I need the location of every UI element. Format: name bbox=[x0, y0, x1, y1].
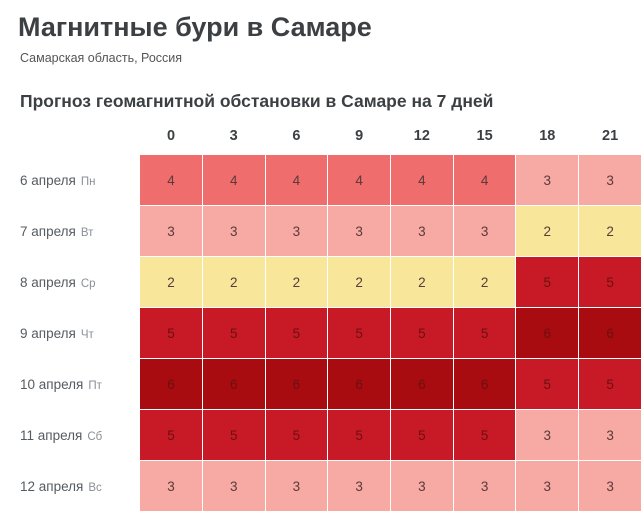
table-row bbox=[0, 461, 642, 512]
heatmap-cell: 5 bbox=[140, 308, 203, 359]
heatmap-cell: 3 bbox=[140, 206, 203, 257]
row-header-day bbox=[0, 257, 140, 308]
heatmap-cell: 3 bbox=[516, 461, 579, 512]
heatmap-cell: 3 bbox=[328, 461, 391, 512]
heatmap-cell: 5 bbox=[453, 410, 516, 461]
heatmap-cell: 6 bbox=[391, 359, 454, 410]
day-weekday: Сб bbox=[87, 430, 103, 443]
heatmap-cell: 4 bbox=[328, 155, 391, 206]
heatmap-cell: 4 bbox=[202, 155, 265, 206]
heatmap-cell: 4 bbox=[265, 155, 328, 206]
heatmap-cell: 5 bbox=[328, 308, 391, 359]
heatmap-cell: 5 bbox=[202, 410, 265, 461]
heatmap-cell: 3 bbox=[328, 206, 391, 257]
column-header-hour: 21 bbox=[579, 126, 642, 155]
day-date: 10 апреля bbox=[20, 376, 84, 392]
heatmap-cell: 3 bbox=[265, 206, 328, 257]
heatmap-cell: 5 bbox=[516, 359, 579, 410]
header-row bbox=[0, 126, 642, 155]
heatmap-cell: 5 bbox=[579, 359, 642, 410]
day-date: 12 апреля bbox=[20, 478, 84, 494]
row-header-day bbox=[0, 359, 140, 410]
column-header-hour: 0 bbox=[140, 126, 203, 155]
column-header-hour: 18 bbox=[516, 126, 579, 155]
column-header-hour: 3 bbox=[202, 126, 265, 155]
heatmap-cell: 2 bbox=[516, 206, 579, 257]
day-date: 6 апреля bbox=[20, 172, 76, 188]
day-weekday: Ср bbox=[80, 277, 96, 290]
heatmap-cell: 3 bbox=[202, 461, 265, 512]
day-date: 7 апреля bbox=[20, 223, 76, 239]
table-row bbox=[0, 155, 642, 206]
heatmap-cell: 3 bbox=[579, 461, 642, 512]
heatmap-cell: 6 bbox=[202, 359, 265, 410]
table-row bbox=[0, 206, 642, 257]
column-header-hour: 6 bbox=[265, 126, 328, 155]
table-row bbox=[0, 359, 642, 410]
heatmap-cell: 2 bbox=[453, 257, 516, 308]
heatmap-cell: 2 bbox=[265, 257, 328, 308]
heatmap-cell: 4 bbox=[453, 155, 516, 206]
heatmap-cell: 3 bbox=[265, 461, 328, 512]
day-date: 8 апреля bbox=[20, 274, 76, 290]
heatmap-cell: 4 bbox=[391, 155, 454, 206]
heatmap-cell: 5 bbox=[453, 308, 516, 359]
heatmap-cell: 3 bbox=[391, 461, 454, 512]
page-subtitle: Самарская область, Россия bbox=[20, 51, 183, 65]
heatmap-cell: 2 bbox=[202, 257, 265, 308]
day-weekday: Вс bbox=[88, 481, 102, 494]
heatmap-cell: 6 bbox=[516, 308, 579, 359]
column-header-hour: 9 bbox=[328, 126, 391, 155]
day-weekday: Вт bbox=[80, 226, 94, 239]
day-weekday: Чт bbox=[80, 328, 94, 341]
heatmap-cell: 3 bbox=[579, 410, 642, 461]
column-header-hour: 15 bbox=[453, 126, 516, 155]
heatmap-cell: 2 bbox=[579, 206, 642, 257]
heatmap-cell: 3 bbox=[391, 206, 454, 257]
heatmap-cell: 3 bbox=[202, 206, 265, 257]
heatmap-cell: 3 bbox=[453, 461, 516, 512]
heatmap-cell: 4 bbox=[140, 155, 203, 206]
day-weekday: Пн bbox=[80, 175, 96, 188]
row-header-day bbox=[0, 410, 140, 461]
day-date: 9 апреля bbox=[20, 325, 76, 341]
corner-cell bbox=[0, 126, 140, 155]
heatmap-cell: 3 bbox=[453, 206, 516, 257]
table-row bbox=[0, 410, 642, 461]
heatmap-cell: 5 bbox=[516, 257, 579, 308]
heatmap-cell: 6 bbox=[328, 359, 391, 410]
heatmap-cell: 5 bbox=[140, 410, 203, 461]
geomagnetic-heatmap-table bbox=[0, 126, 642, 512]
table-body bbox=[0, 155, 642, 512]
heatmap-cell: 5 bbox=[265, 410, 328, 461]
column-header-hour: 12 bbox=[391, 126, 454, 155]
table-head bbox=[0, 126, 642, 155]
row-header-day bbox=[0, 461, 140, 512]
heatmap-cell: 3 bbox=[140, 461, 203, 512]
heatmap-cell: 6 bbox=[579, 308, 642, 359]
heatmap-cell: 5 bbox=[391, 308, 454, 359]
heatmap-cell: 2 bbox=[328, 257, 391, 308]
day-weekday: Пт bbox=[88, 379, 102, 392]
row-header-day bbox=[0, 206, 140, 257]
heatmap-cell: 6 bbox=[265, 359, 328, 410]
heatmap-cell: 6 bbox=[453, 359, 516, 410]
row-header-day bbox=[0, 155, 140, 206]
heatmap-cell: 3 bbox=[516, 155, 579, 206]
heatmap-cell: 3 bbox=[516, 410, 579, 461]
heatmap-cell: 5 bbox=[265, 308, 328, 359]
heatmap-cell: 5 bbox=[391, 410, 454, 461]
heatmap-cell: 5 bbox=[328, 410, 391, 461]
heatmap-cell: 5 bbox=[579, 257, 642, 308]
forecast-section-title: Прогноз геомагнитной обстановки в Самаре на 7 дней bbox=[20, 91, 494, 111]
table-row bbox=[0, 308, 642, 359]
day-date: 11 апреля bbox=[20, 427, 83, 443]
heatmap-cell: 2 bbox=[140, 257, 203, 308]
table-row bbox=[0, 257, 642, 308]
heatmap-cell: 5 bbox=[202, 308, 265, 359]
row-header-day bbox=[0, 308, 140, 359]
heatmap-cell: 2 bbox=[391, 257, 454, 308]
page-title: Магнитные бури в Самаре bbox=[18, 12, 372, 42]
heatmap-cell: 6 bbox=[140, 359, 203, 410]
heatmap-cell: 3 bbox=[579, 155, 642, 206]
